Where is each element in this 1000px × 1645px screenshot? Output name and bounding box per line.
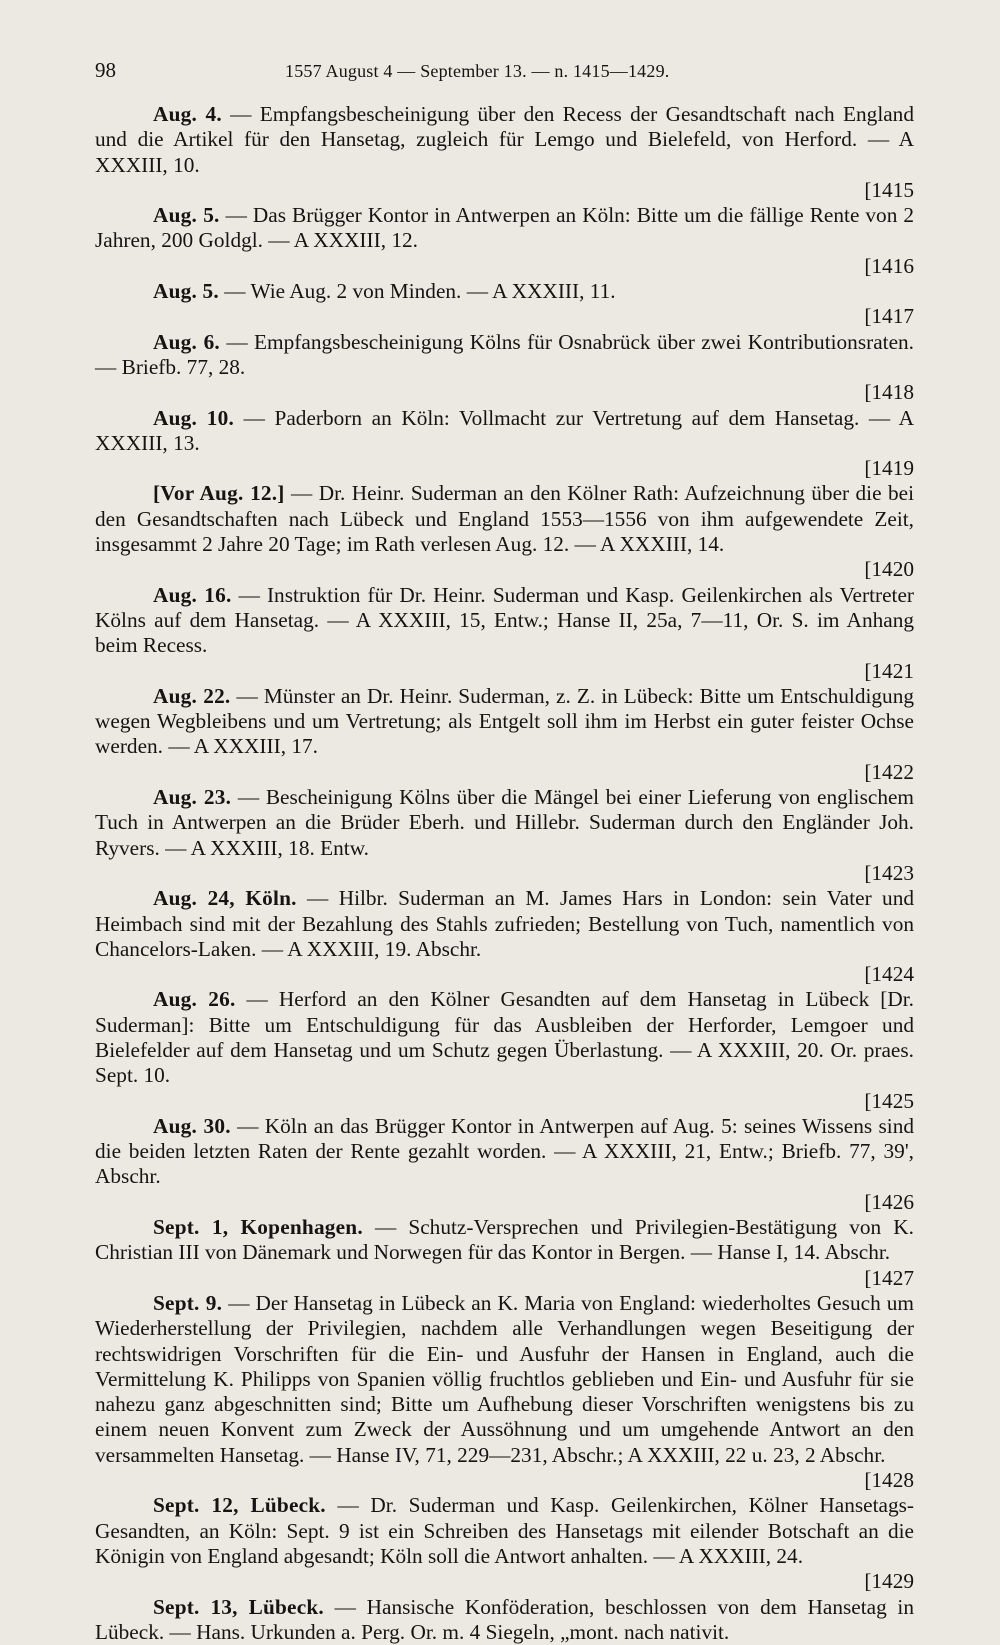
entry-number: [1424 [864,962,914,987]
entry-date: Aug. 23. [153,785,232,810]
running-title: 1557 August 4 — September 13. — n. 1415—1429. [285,61,670,81]
entry-body: — Dr. Suderman und Kasp. Geilenkirchen, Kölner Hansetags-Gesandten, an Köln: Sept. 9 ist ein Schreiben des Hansetags mit eilender Botschaft an die Königin von England abgesandt; Köln soll die Antwort anhalten. — A XXXIII, 24. [95,1493,914,1568]
entry-number-line [95,557,914,582]
entry-number: [1416 [864,253,914,278]
entry-body: — Münster an Dr. Heinr. Suderman, z. Z. in Lübeck: Bitte um Entschuldigung wegen Wegbleibens und um Vertretung; als Entgelt soll ihm im Herbst ein guter feister Ochse werden. — A XXXIII, 17. [95,683,914,759]
regest-text [95,1215,914,1266]
regest-text [95,1595,914,1645]
entry-body: — Instruktion für Dr. Heinr. Suderman und Kasp. Geilenkirchen als Vertreter Kölns auf dem Hansetag. — A XXXIII, 15, Entw.; Hanse II, 25a, 7—11, Or. S. im Anhang beim Recess. [95,582,914,658]
regest-text [95,330,914,381]
regest-entry [95,102,914,203]
regest-entry [95,785,914,886]
entry-body: — Hilbr. Suderman an M. James Hars in London: sein Vater und Heimbach sind mit der Bezahlung des Stahls zufrieden; Bestellung von Tuch, namentlich von Chancelors-Laken. — A XXXIII, 19. Abschr. [95,886,914,961]
entry-number-line [95,760,914,785]
entry-body: — Empfangsbescheinigung Kölns für Osnabrück über zwei Kontributionsraten. — Briefb. 77, 28. [95,329,914,379]
entry-number-line [95,178,914,203]
regest-text [95,1291,914,1468]
entry-body: — Schutz-Versprechen und Privilegien-Bestätigung von K. Christian III von Dänemark und Norwegen für das Kontor in Bergen. — Hanse I, 14. Abschr. [95,1215,915,1265]
regest-text [95,203,914,254]
entry-date: Aug. 16. [153,582,232,607]
regest-entry [95,406,914,482]
entry-number: [1429 [864,1569,914,1594]
regest-text [95,785,914,861]
entry-number-line [95,456,914,481]
page-number: 98 [95,58,116,82]
entry-number-line [95,380,914,405]
entry-number: [1418 [864,380,914,405]
regest-entry [95,1114,914,1215]
regest-text [95,406,914,457]
entry-body: — Köln an das Brügger Kontor in Antwerpen auf Aug. 5: seines Wissens sind die beiden letzten Raten der Rente gezahlt worden. — A XXXIII, 21, Entw.; Briefb. 77, 39', Abschr. [95,1113,914,1189]
entry-date: [Vor Aug. 12.] [153,481,285,506]
regest-entry [95,1291,914,1493]
entry-number: [1425 [864,1088,914,1113]
regest-entry [95,583,914,684]
regest-text [95,684,914,760]
entry-date: Aug. 26. [153,987,236,1012]
regest-text [95,583,914,659]
running-head [95,58,914,88]
entry-date: Sept. 1, Kopenhagen. [153,1215,363,1240]
entry-number: [1426 [864,1189,914,1214]
entry-number: [1415 [864,177,914,202]
entry-number-line [95,1266,914,1291]
entry-number: [1427 [864,1265,914,1290]
entry-body: — Hansische Konföderation, beschlossen von dem Hansetag in Lübeck. — Hans. Urkunden a. Perg. Or. m. 4 Siegeln, „mont. nach nativit. [95,1594,914,1644]
regest-entry [95,1595,914,1645]
entry-date: Aug. 5. [153,279,219,304]
regest-entry [95,481,914,582]
entry-number-line [95,304,914,329]
regest-text [95,481,914,557]
regest-text [95,1493,914,1569]
entry-number: [1428 [864,1468,914,1493]
entry-date: Sept. 9. [153,1290,223,1315]
entry-number-line [95,254,914,279]
regest-list [95,102,914,1645]
entry-number: [1417 [864,304,914,329]
entry-number: [1423 [864,860,914,885]
entry-body: — Dr. Heinr. Suderman an den Kölner Rath: Aufzeichnung über die bei den Gesandtschaften nach Lübeck und England 1553—1556 von ihm aufgewendete Zeit, insgesammt 2 Jahre 20 Tage; im Rath verlesen Aug. 12. — A XXXIII, 14. [95,481,914,557]
regest-entry [95,203,914,279]
entry-date: Sept. 13, Lübeck. [153,1594,324,1619]
entry-date: Aug. 5. [153,203,220,228]
entry-body: — Herford an den Kölner Gesandten auf dem Hansetag in Lübeck [Dr. Suderman]: Bitte um Entschuldigung für das Ausbleiben der Herforder, Lemgoer und Bielefelder auf dem Hansetag und um Schutz gegen Überlastung. — A XXXIII, 20. Or. praes. Sept. 10. [95,987,914,1088]
entry-number-line [95,1190,914,1215]
entry-number-line [95,861,914,886]
entry-date: Aug. 6. [153,329,220,354]
entry-date: Aug. 30. [153,1113,231,1138]
entry-number: [1419 [864,456,914,481]
regest-entry [95,886,914,987]
regest-entry [95,330,914,406]
entry-body: — Wie Aug. 2 von Minden. — A XXXIII, 11. [218,279,616,304]
entry-date: Aug. 22. [153,683,231,708]
entry-number-line [95,962,914,987]
entry-body: — Das Brügger Kontor in Antwerpen an Köln: Bitte um die fällige Rente von 2 Jahren, 200 Goldgl. — A XXXIII, 12. [95,203,914,253]
entry-number: [1420 [864,557,914,582]
regest-text [95,102,914,178]
entry-number: [1422 [864,759,914,784]
entry-number-line [95,1089,914,1114]
regest-entry [95,987,914,1113]
entry-body: — Bescheinigung Kölns über die Mängel bei einer Lieferung von englischem Tuch in Antwerpen an die Brüder Eberh. und Hillebr. Suderman durch den Engländer Joh. Ryvers. — A XXXIII, 18. Entw. [95,785,914,860]
entry-date: Aug. 4. [153,102,222,126]
regest-text [95,987,914,1088]
entry-body: — Paderborn an Köln: Vollmacht zur Vertretung auf dem Hansetag. — A XXXIII, 13. [95,405,914,455]
regest-text [95,279,914,304]
regest-text [95,886,914,962]
regest-entry [95,1215,914,1291]
regest-entry [95,279,914,330]
regest-entry [95,684,914,785]
regest-text [95,1114,914,1190]
regest-entry [95,1493,914,1594]
entry-date: Sept. 12, Lübeck. [153,1493,326,1518]
entry-date: Aug. 24, Köln. [153,886,297,911]
entry-body: — Empfangsbescheinigung über den Recess der Gesandtschaft nach England und die Artikel für den Hansetag, zugleich für Lemgo und Bielefeld, von Herford. — A XXXIII, 10. [95,102,914,177]
entry-number-line [95,659,914,684]
entry-body: — Der Hansetag in Lübeck an K. Maria von England: wiederholtes Gesuch um Wiederherstellung der Privilegien, nachdem alle Verhandlungen wegen Beseitigung der rechtswidrigen Vorschriften für die Ein- und Ausfuhr der Hansen in England, auch die Vermittelung K. Philipps von Spanien völlig fruchtlos geblieben und Ein- und Ausfuhr für sie nahezu ganz abgeschnitten sind; Bitte um Aufhebung dieser Vorschriften wenigstens bis zu einem neuen Konvent zum Zweck der Aussöhnung und um umgehende Antwort an den versammelten Hansetag. — Hanse IV, 71, 229—231, Abschr.; A XXXIII, 22 u. 23, 2 Abschr. [95,1290,914,1467]
entry-number-line [95,1569,914,1594]
entry-number-line [95,1468,914,1493]
entry-number: [1421 [864,658,914,683]
entry-date: Aug. 10. [153,405,235,430]
